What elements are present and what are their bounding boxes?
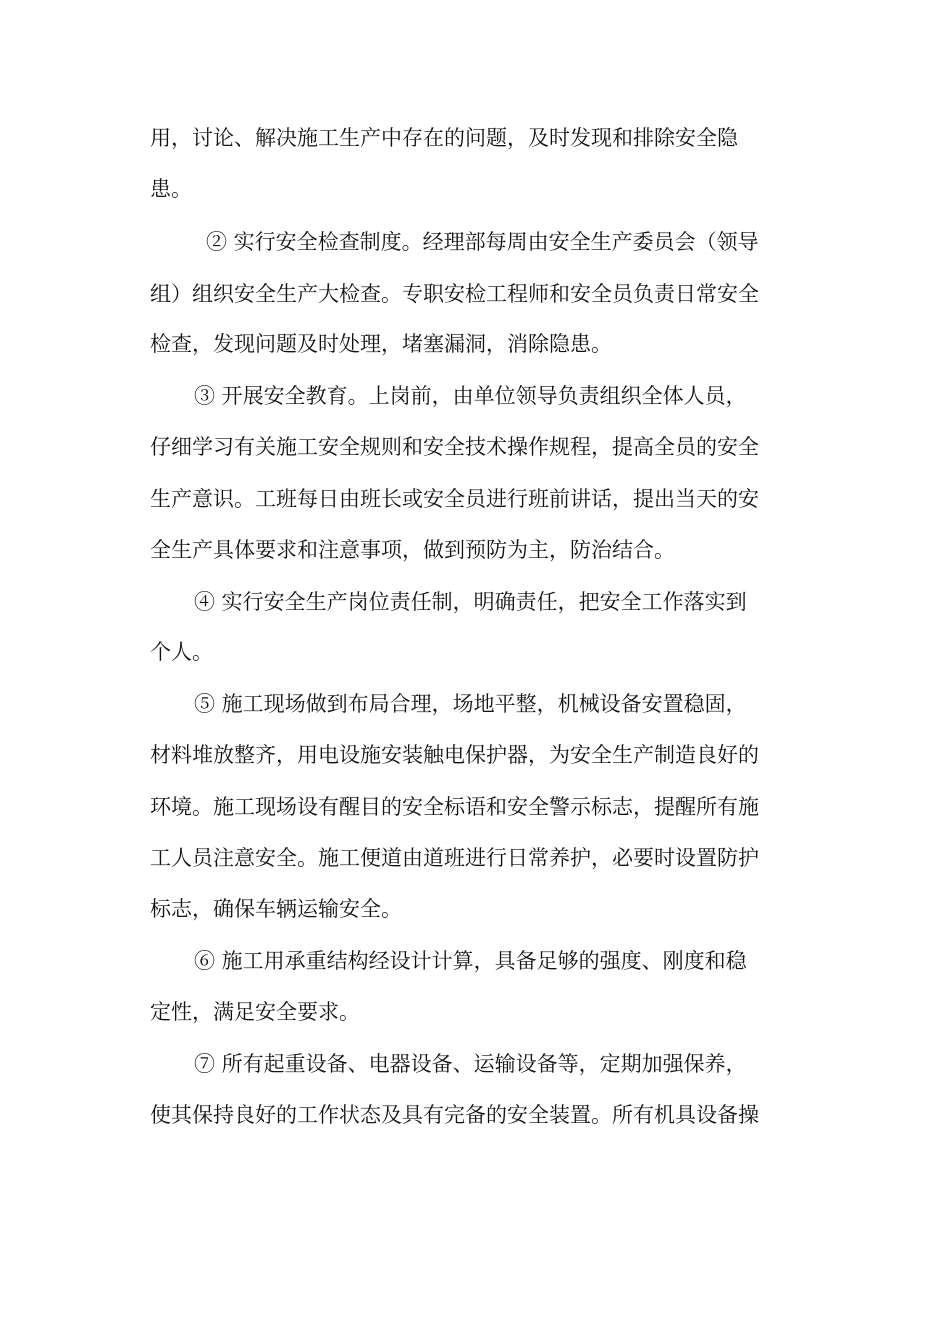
text-line-14: 环境。施工现场设有醒目的安全标语和安全警示标志，提醒所有施 [150, 795, 759, 819]
text-line-6: ③ 开展安全教育。上岗前，由单位领导负责组织全体人员， [194, 384, 747, 408]
text-line-5: 检查，发现问题及时处理，堵塞漏洞，消除隐患。 [150, 332, 612, 356]
text-line-10: ④ 实行安全生产岗位责任制，明确责任，把安全工作落实到 [194, 590, 747, 614]
text-line-1: 用，讨论、解决施工生产中存在的问题，及时发现和排除安全隐 [150, 126, 738, 150]
text-line-19: ⑦ 所有起重设备、电器设备、运输设备等，定期加强保养， [194, 1052, 747, 1076]
text-line-8: 生产意识。工班每日由班长或安全员进行班前讲话，提出当天的安 [150, 487, 759, 511]
text-line-13: 材料堆放整齐，用电设施安装触电保护器，为安全生产制造良好的 [150, 743, 759, 767]
text-line-18: 定性，满足安全要求。 [150, 1000, 360, 1024]
text-line-7: 仔细学习有关施工安全规则和安全技术操作规程，提高全员的安全 [150, 435, 759, 459]
text-line-2: 患。 [150, 177, 192, 201]
text-line-9: 全生产具体要求和注意事项，做到预防为主，防治结合。 [150, 538, 675, 562]
text-line-3: ② 实行安全检查制度。经理部每周由安全生产委员会（领导 [206, 230, 759, 254]
text-line-17: ⑥ 施工用承重结构经设计计算，具备足够的强度、刚度和稳 [194, 949, 747, 973]
text-line-15: 工人员注意安全。施工便道由道班进行日常养护，必要时设置防护 [150, 846, 759, 870]
text-line-12: ⑤ 施工现场做到布局合理，场地平整，机械设备安置稳固， [194, 692, 747, 716]
text-line-16: 标志，确保车辆运输安全。 [150, 897, 402, 921]
text-line-4: 组）组织安全生产大检查。专职安检工程师和安全员负责日常安全 [150, 282, 759, 306]
text-line-11: 个人。 [150, 640, 213, 664]
text-line-20: 使其保持良好的工作状态及具有完备的安全装置。所有机具设备操 [150, 1103, 759, 1127]
